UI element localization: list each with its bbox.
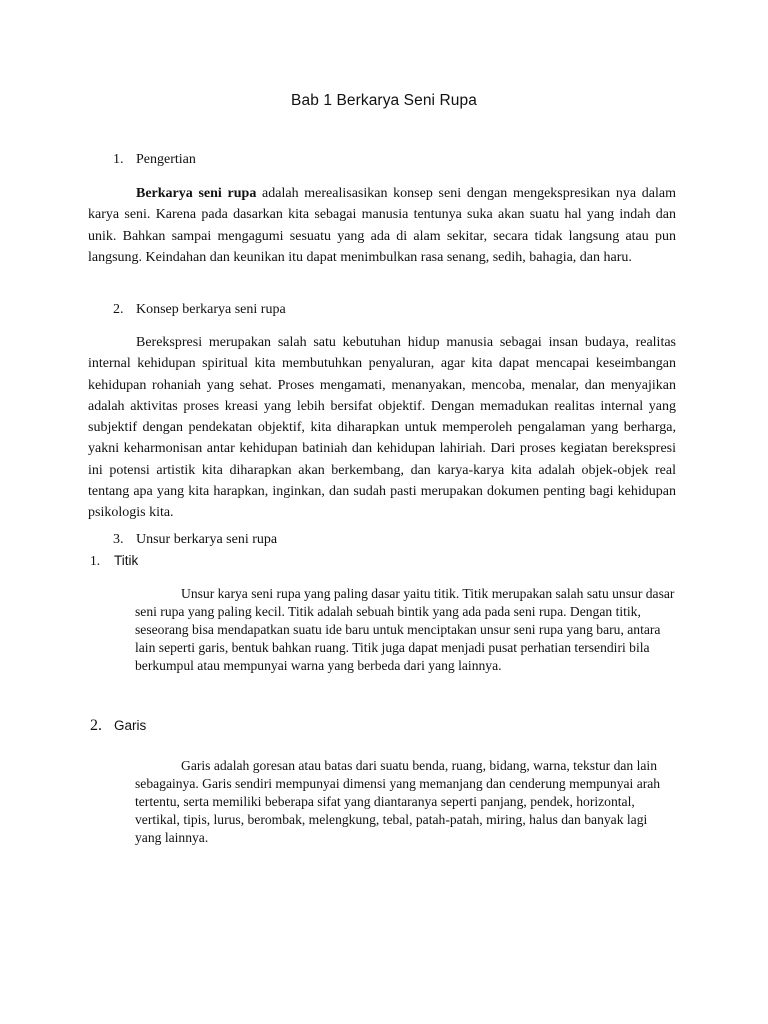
subsection-heading-garis [90, 716, 146, 736]
bold-term: Berkarya seni rupa [136, 186, 257, 201]
section-heading-unsur [113, 530, 277, 550]
paragraph-text: Berekspresi merupakan salah satu kebutuhan hidup manusia sebagai insan budaya, realitas internal kehidupan spiritual kita membutuhkan penyaluran, agar kita dapat mencapai keseimbangan kehidupan rohaniah yang sehat. Proses mengamati, menanyakan, mencoba, menalar, dan menyajikan adalah aktivitas proses kreasi yang lebih bersifat objektif. Dengan memadukan realitas internal yang subjektif dengan pendekatan objektif, kita diharapkan untuk memperoleh pengalaman yang berharga, yakni keharmonisan antar kehidupan batiniah dan kehidupan lahiriah. Dari proses kegiatan berekspresi ini potensi artistik kita diharapkan akan berkembang, dan karya-karya kita adalah objek-objek real tentang apa yang kita harapkan, inginkan, dan sudah pasti merupakan dokumen penting bagi kehidupan psikologis kita. [88, 335, 676, 521]
subsection-number: 1. [90, 553, 101, 568]
section-number: 2. [113, 302, 124, 317]
section-heading-text: Unsur berkarya seni rupa [136, 532, 278, 547]
document-title: Bab 1 Berkarya Seni Rupa [291, 92, 477, 109]
section-heading-konsep [113, 300, 286, 320]
subsection-heading-text: Titik [114, 553, 139, 568]
section-heading-text: Pengertian [136, 152, 196, 167]
section-heading-pengertian [113, 150, 196, 170]
paragraph-konsep [88, 332, 676, 524]
paragraph-garis [135, 757, 675, 847]
subsection-heading-text: Garis [114, 718, 147, 733]
paragraph-pengertian [88, 183, 676, 268]
section-heading-text: Konsep berkarya seni rupa [136, 302, 286, 317]
subsection-heading-titik [90, 551, 138, 571]
section-number: 3. [113, 532, 124, 547]
paragraph-text: Garis adalah goresan atau batas dari suatu benda, ruang, bidang, warna, tekstur dan lain sebagainya. Garis sendiri mempunyai dimensi yang memanjang dan cenderung mempunyai arah tertentu, serta memiliki beberapa sifat yang diantaranya seperti panjang, pendek, horizontal, vertikal, tipis, lurus, berombak, melengkung, tebal, patah-patah, miring, halus dan banyak lagi yang lainnya. [135, 758, 661, 846]
subsection-number: 2. [90, 717, 102, 734]
paragraph-titik [135, 585, 675, 675]
paragraph-text: Unsur karya seni rupa yang paling dasar yaitu titik. Titik merupakan salah satu unsur dasar seni rupa yang paling kecil. Titik adalah sebuah bintik yang ada pada seni rupa. Dengan titik, seseorang bisa mendapatkan suatu ide baru untuk menciptakan unsur seni rupa yang baru, antara lain seperti garis, bentuk bahkan ruang. Titik juga dapat menjadi pusat perhatian tersendiri bila berkumpul atau mempunyai warna yang berbeda dari yang lainnya. [135, 586, 675, 674]
section-number: 1. [113, 152, 124, 167]
paragraph-text: adalah merealisasikan konsep seni dengan mengekspresikan nya dalam karya seni. Karena pada dasarkan kita sebagai manusia tentunya suka akan suatu hal yang indah dan unik. Bahkan sampai mengagumi sesuatu yang ada di alam sekitar, secara tidak langsung atau pun langsung. Keindahan dan keunikan itu dapat menimbulkan rasa senang, sedih, bahagia, dan haru. [88, 186, 677, 265]
